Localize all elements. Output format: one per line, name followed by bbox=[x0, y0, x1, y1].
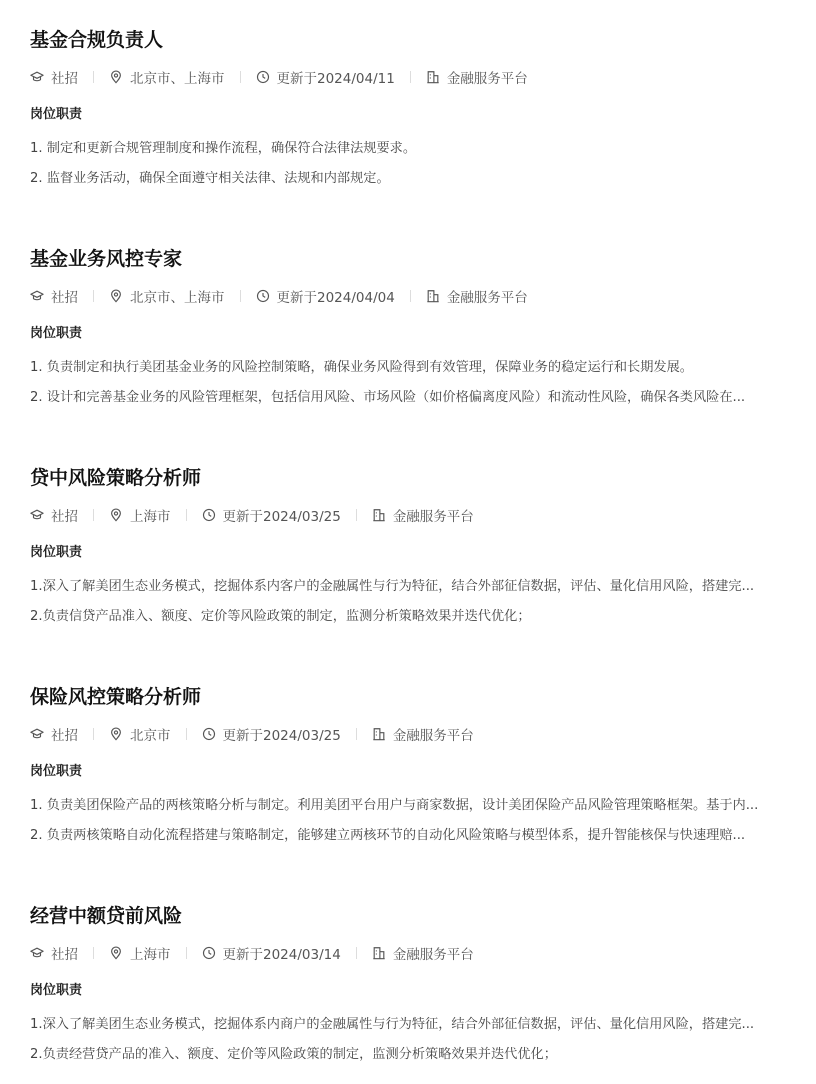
job-title[interactable]: 基金合规负责人 bbox=[30, 29, 164, 51]
graduation-cap-icon bbox=[30, 289, 44, 303]
duty-line: 2.负责经营贷产品的准入、额度、定价等风险政策的制定，监测分析策略效果并迭代优化； bbox=[30, 1047, 557, 1062]
job-card-fund-compliance-lead[interactable] bbox=[30, 0, 800, 200]
job-location bbox=[109, 944, 171, 962]
meta-divider bbox=[186, 947, 187, 959]
job-location-label: 上海市 bbox=[130, 947, 171, 963]
job-department bbox=[426, 68, 528, 86]
job-updated-label: 更新于2024/04/04 bbox=[276, 290, 395, 306]
clock-icon bbox=[202, 508, 216, 522]
map-pin-icon bbox=[109, 946, 123, 960]
job-type bbox=[30, 68, 78, 86]
meta-divider bbox=[186, 728, 187, 740]
job-updated bbox=[202, 725, 341, 743]
building-icon bbox=[426, 289, 440, 303]
job-type-label: 社招 bbox=[51, 509, 78, 525]
job-updated bbox=[256, 287, 395, 305]
job-card-insurance-risk-analyst[interactable] bbox=[30, 657, 800, 857]
graduation-cap-icon bbox=[30, 946, 44, 960]
job-type bbox=[30, 944, 78, 962]
job-department bbox=[372, 506, 474, 524]
duty-line: 1.深入了解美团生态业务模式，挖掘体系内客户的金融属性与行为特征，结合外部征信数据，评估、量化信用风险，搭建完... bbox=[30, 579, 755, 594]
duty-line: 1.深入了解美团生态业务模式，挖掘体系内商户的金融属性与行为特征，结合外部征信数据，评估、量化信用风险，搭建完... bbox=[30, 1017, 755, 1032]
job-type-label: 社招 bbox=[51, 728, 78, 744]
clock-icon bbox=[256, 70, 270, 84]
map-pin-icon bbox=[109, 508, 123, 522]
meta-divider bbox=[356, 947, 357, 959]
meta-divider bbox=[93, 71, 94, 83]
clock-icon bbox=[202, 727, 216, 741]
job-type bbox=[30, 506, 78, 524]
duty-line: 1. 制定和更新合规管理制度和操作流程，确保符合法律法规要求。 bbox=[30, 141, 417, 156]
meta-divider bbox=[410, 290, 411, 302]
job-meta bbox=[30, 287, 528, 305]
job-card-business-loan-risk[interactable] bbox=[30, 876, 800, 1076]
duty-line: 2. 设计和完善基金业务的风险管理框架，包括信用风险、市场风险（如价格偏离度风险）和流动性风险，确保各类风险在... bbox=[30, 390, 746, 405]
job-title[interactable]: 经营中额贷前风险 bbox=[30, 905, 183, 927]
job-title[interactable]: 保险风控策略分析师 bbox=[30, 686, 202, 708]
job-updated-label: 更新于2024/04/11 bbox=[276, 71, 395, 87]
building-icon bbox=[372, 508, 386, 522]
job-type bbox=[30, 287, 78, 305]
job-title[interactable]: 基金业务风控专家 bbox=[30, 248, 183, 270]
job-meta bbox=[30, 944, 474, 962]
duty-line: 1. 负责制定和执行美团基金业务的风险控制策略，确保业务风险得到有效管理，保障业务的稳定运行和长期发展。 bbox=[30, 360, 693, 375]
duties-heading: 岗位职责 bbox=[30, 326, 83, 341]
meta-divider bbox=[410, 71, 411, 83]
job-department bbox=[426, 287, 528, 305]
job-location-label: 上海市 bbox=[130, 509, 171, 525]
clock-icon bbox=[256, 289, 270, 303]
job-updated-label: 更新于2024/03/25 bbox=[222, 509, 341, 525]
graduation-cap-icon bbox=[30, 508, 44, 522]
job-location-label: 北京市、上海市 bbox=[130, 290, 225, 306]
job-location bbox=[109, 68, 225, 86]
job-location-label: 北京市 bbox=[130, 728, 171, 744]
graduation-cap-icon bbox=[30, 727, 44, 741]
job-type bbox=[30, 725, 78, 743]
job-location bbox=[109, 725, 171, 743]
duty-line: 2. 负责两核策略自动化流程搭建与策略制定，能够建立两核环节的自动化风险策略与模型体系，提升智能核保与快速理赔... bbox=[30, 828, 746, 843]
job-updated bbox=[202, 944, 341, 962]
graduation-cap-icon bbox=[30, 70, 44, 84]
job-location-label: 北京市、上海市 bbox=[130, 71, 225, 87]
duty-line: 2.负责信贷产品准入、额度、定价等风险政策的制定，监测分析策略效果并迭代优化； bbox=[30, 609, 531, 624]
job-department bbox=[372, 944, 474, 962]
job-department-label: 金融服务平台 bbox=[392, 947, 474, 963]
job-type-label: 社招 bbox=[51, 290, 78, 306]
meta-divider bbox=[356, 728, 357, 740]
job-updated-label: 更新于2024/03/25 bbox=[222, 728, 341, 744]
meta-divider bbox=[356, 509, 357, 521]
meta-divider bbox=[93, 947, 94, 959]
job-department-label: 金融服务平台 bbox=[446, 290, 528, 306]
meta-divider bbox=[93, 509, 94, 521]
duties-heading: 岗位职责 bbox=[30, 107, 83, 122]
job-type-label: 社招 bbox=[51, 71, 78, 87]
duties-heading: 岗位职责 bbox=[30, 764, 83, 779]
map-pin-icon bbox=[109, 70, 123, 84]
job-department-label: 金融服务平台 bbox=[446, 71, 528, 87]
job-meta bbox=[30, 68, 528, 86]
job-title[interactable]: 贷中风险策略分析师 bbox=[30, 467, 202, 489]
job-card-fund-risk-expert[interactable] bbox=[30, 219, 800, 419]
building-icon bbox=[426, 70, 440, 84]
meta-divider bbox=[240, 71, 241, 83]
job-department-label: 金融服务平台 bbox=[392, 509, 474, 525]
building-icon bbox=[372, 727, 386, 741]
map-pin-icon bbox=[109, 727, 123, 741]
map-pin-icon bbox=[109, 289, 123, 303]
clock-icon bbox=[202, 946, 216, 960]
job-updated bbox=[202, 506, 341, 524]
job-location bbox=[109, 506, 171, 524]
meta-divider bbox=[240, 290, 241, 302]
job-updated bbox=[256, 68, 395, 86]
job-department-label: 金融服务平台 bbox=[392, 728, 474, 744]
job-meta bbox=[30, 506, 474, 524]
duty-line: 1. 负责美团保险产品的两核策略分析与制定。利用美团平台用户与商家数据，设计美团保险产品风险管理策略框架。基于内... bbox=[30, 798, 759, 813]
duty-line: 2. 监督业务活动，确保全面遵守相关法律、法规和内部规定。 bbox=[30, 171, 390, 186]
job-updated-label: 更新于2024/03/14 bbox=[222, 947, 341, 963]
meta-divider bbox=[93, 290, 94, 302]
duties-heading: 岗位职责 bbox=[30, 545, 83, 560]
building-icon bbox=[372, 946, 386, 960]
meta-divider bbox=[93, 728, 94, 740]
duties-heading: 岗位职责 bbox=[30, 983, 83, 998]
job-type-label: 社招 bbox=[51, 947, 78, 963]
job-meta bbox=[30, 725, 474, 743]
meta-divider bbox=[186, 509, 187, 521]
job-department bbox=[372, 725, 474, 743]
job-location bbox=[109, 287, 225, 305]
job-card-credit-risk-analyst[interactable] bbox=[30, 438, 800, 638]
